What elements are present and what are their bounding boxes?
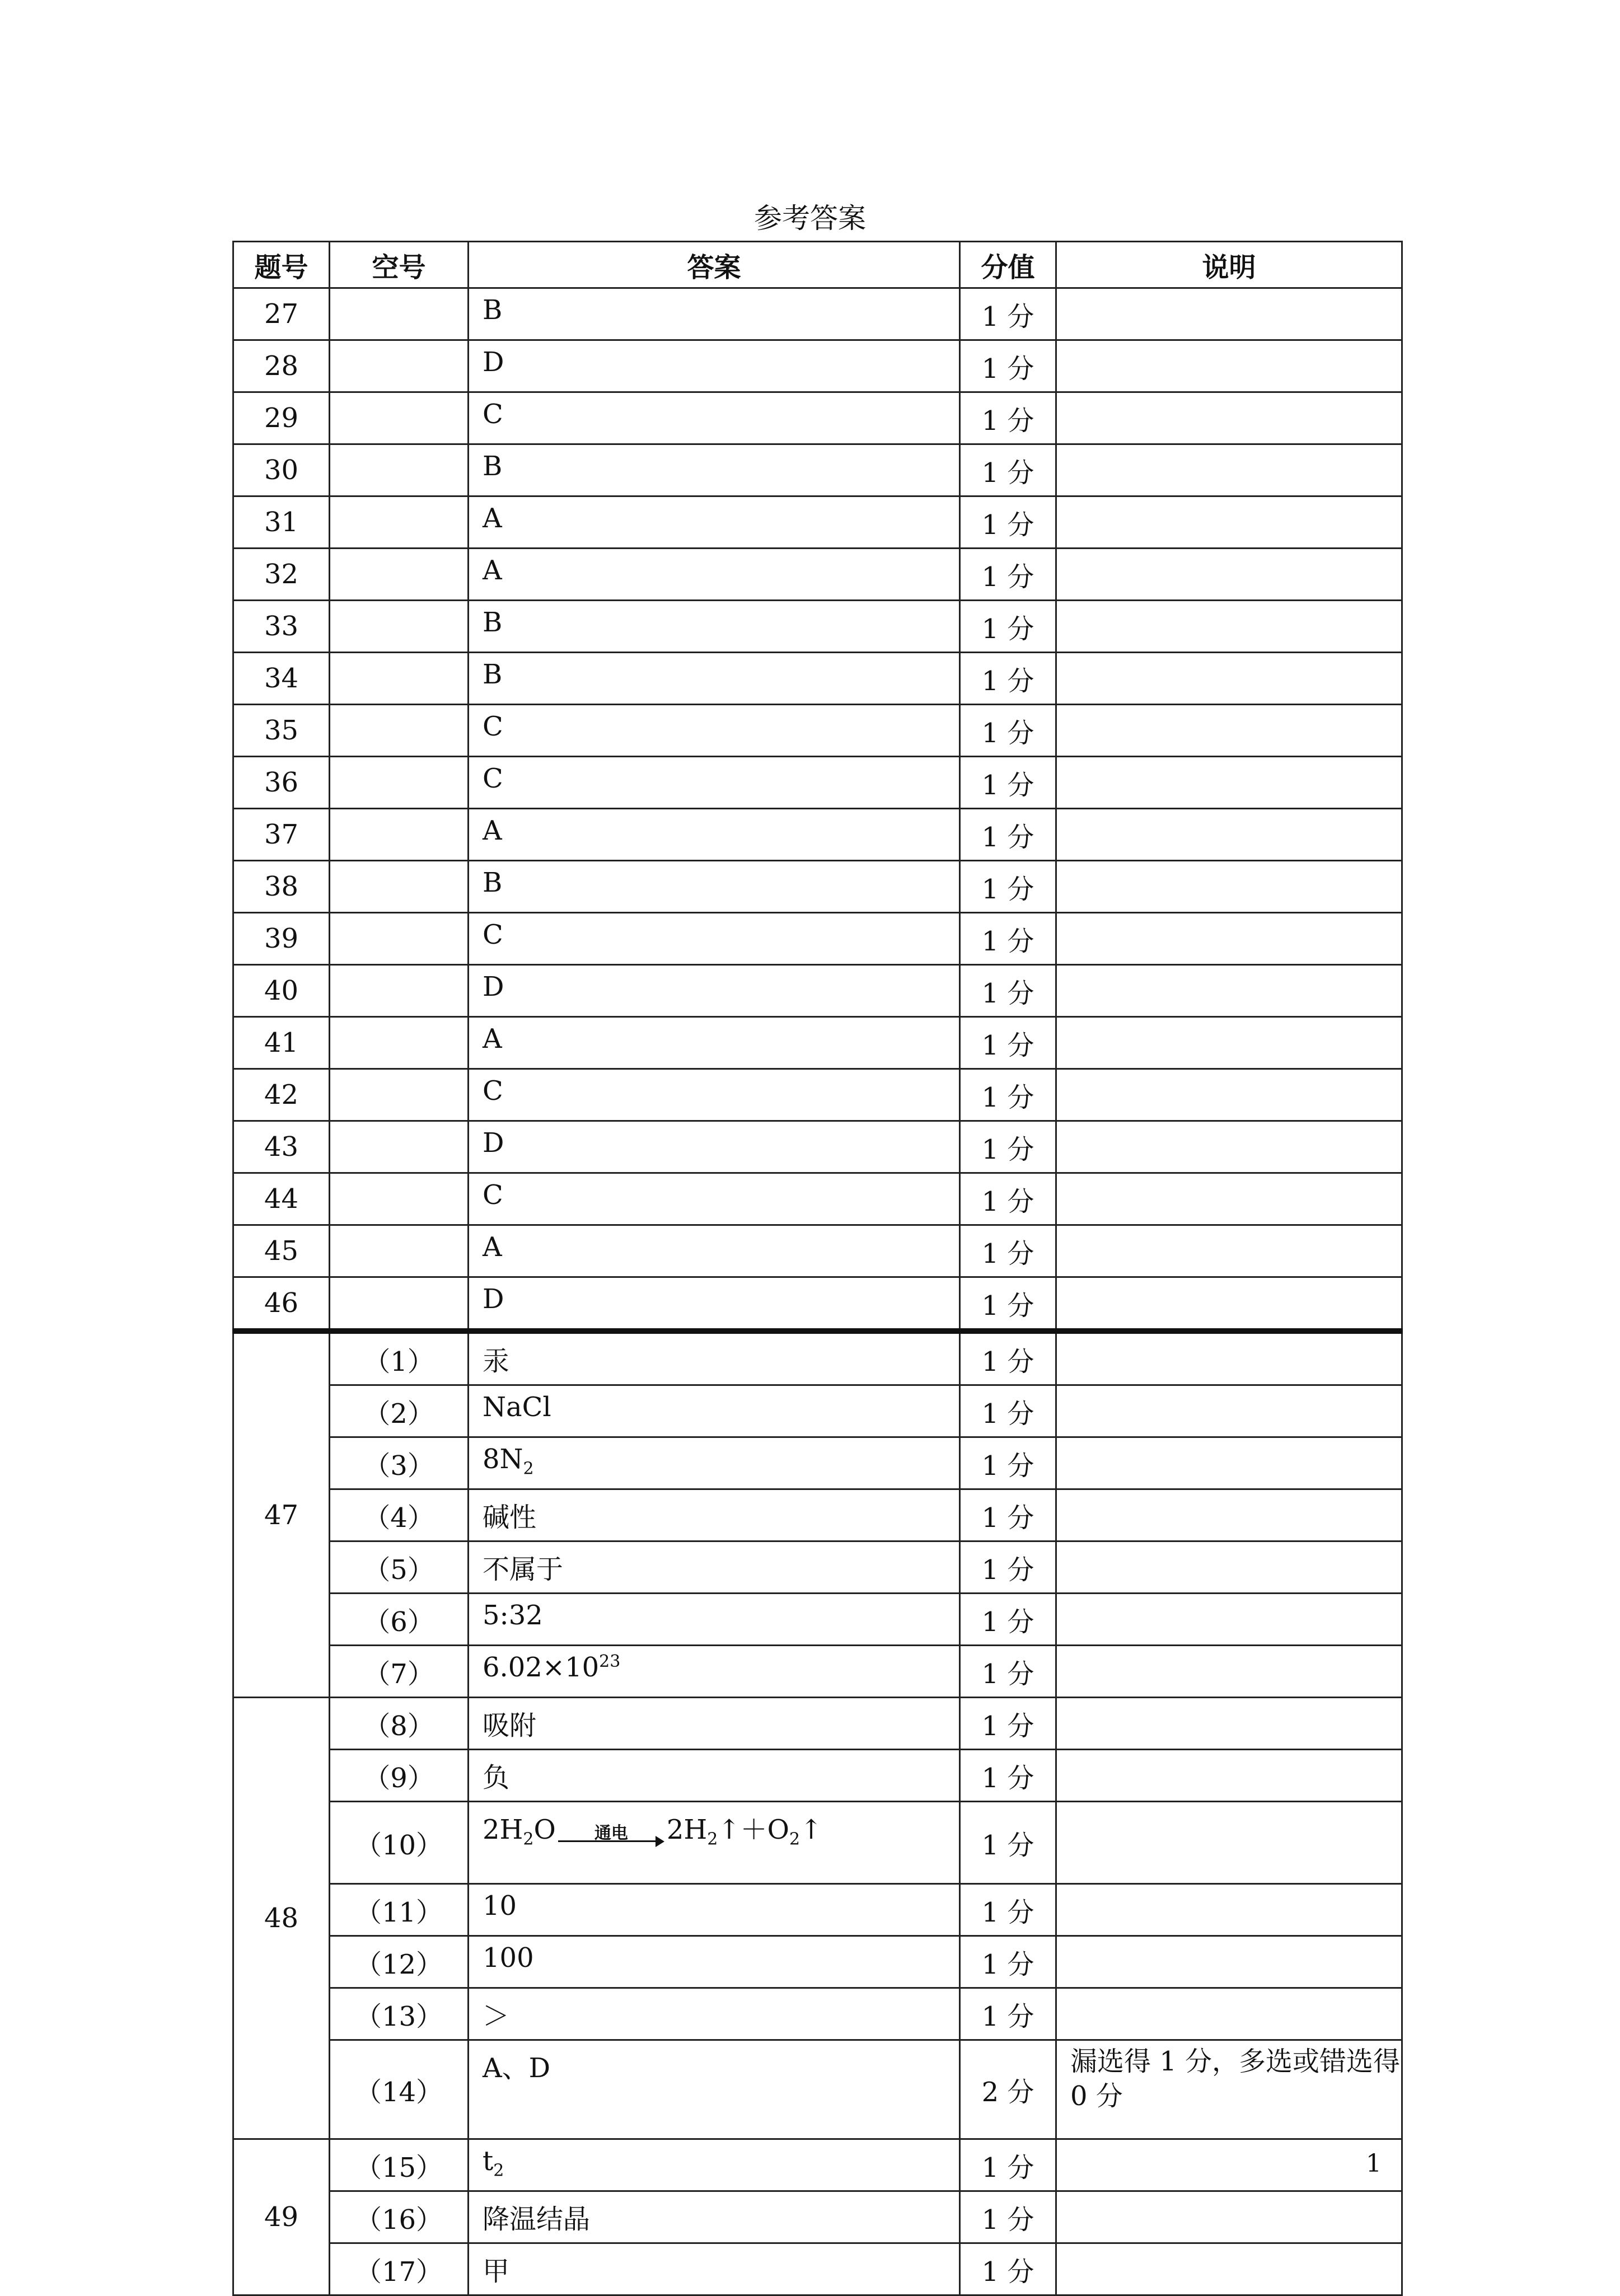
blank-number bbox=[330, 757, 469, 809]
note-cell bbox=[1056, 1594, 1402, 1646]
blank-number bbox=[330, 965, 469, 1017]
table-row bbox=[233, 2191, 1402, 2243]
table-header-row bbox=[233, 242, 1402, 288]
score-cell: 1 分 bbox=[960, 1277, 1056, 1332]
table-row bbox=[233, 1936, 1402, 1988]
blank-number bbox=[330, 809, 469, 861]
header-question-no: 题号 bbox=[233, 242, 330, 288]
question-number: 45 bbox=[233, 1225, 330, 1277]
score-cell: 1 分 bbox=[960, 809, 1056, 861]
blank-number: （6） bbox=[330, 1594, 469, 1646]
answer-cell: A、D bbox=[469, 2040, 960, 2139]
note-cell bbox=[1056, 913, 1402, 965]
note-cell bbox=[1056, 1988, 1402, 2040]
question-number: 40 bbox=[233, 965, 330, 1017]
reaction-arrow-icon bbox=[558, 1825, 664, 1849]
table-row bbox=[233, 2040, 1402, 2139]
blank-number bbox=[330, 444, 469, 496]
table-row bbox=[233, 1489, 1402, 1541]
note-cell bbox=[1056, 1802, 1402, 1884]
note-cell bbox=[1056, 2139, 1402, 2191]
answer-cell: 100 bbox=[469, 1936, 960, 1988]
question-number: 42 bbox=[233, 1069, 330, 1121]
note-cell bbox=[1056, 1017, 1402, 1069]
blank-number bbox=[330, 1225, 469, 1277]
blank-number bbox=[330, 705, 469, 757]
blank-number: （9） bbox=[330, 1750, 469, 1802]
question-number: 34 bbox=[233, 653, 330, 705]
answer-cell: D bbox=[469, 1121, 960, 1173]
answer-cell: ＞ bbox=[469, 1988, 960, 2040]
note-cell bbox=[1056, 1698, 1402, 1750]
answer-cell: B bbox=[469, 653, 960, 705]
answer-cell: D bbox=[469, 1277, 960, 1332]
blank-number bbox=[330, 1173, 469, 1225]
header-note: 说明 bbox=[1056, 242, 1402, 288]
answer-cell: 10 bbox=[469, 1884, 960, 1936]
formula-main: t bbox=[483, 2145, 494, 2177]
question-number: 38 bbox=[233, 861, 330, 913]
score-cell: 1 分 bbox=[960, 288, 1056, 340]
answer-cell: C bbox=[469, 757, 960, 809]
answer-cell: A bbox=[469, 809, 960, 861]
score-cell: 1 分 bbox=[960, 2139, 1056, 2191]
answer-cell: 降温结晶 bbox=[469, 2191, 960, 2243]
answer-cell: 吸附 bbox=[469, 1698, 960, 1750]
blank-number: （14） bbox=[330, 2040, 469, 2139]
score-cell: 1 分 bbox=[960, 705, 1056, 757]
blank-number bbox=[330, 913, 469, 965]
blank-number: （5） bbox=[330, 1541, 469, 1594]
blank-number bbox=[330, 392, 469, 444]
answer-cell: 不属于 bbox=[469, 1541, 960, 1594]
note-cell: 漏选得 1 分，多选或错选得 0 分 bbox=[1056, 2040, 1402, 2139]
question-number: 37 bbox=[233, 809, 330, 861]
answer-cell: NaCl bbox=[469, 1385, 960, 1437]
table-row bbox=[233, 1750, 1402, 1802]
table-row bbox=[233, 1121, 1402, 1173]
blank-number bbox=[330, 288, 469, 340]
table-row bbox=[233, 809, 1402, 861]
score-cell: 1 分 bbox=[960, 1884, 1056, 1936]
blank-number: （11） bbox=[330, 1884, 469, 1936]
note-cell bbox=[1056, 861, 1402, 913]
question-number: 47 bbox=[233, 1331, 330, 1698]
blank-number bbox=[330, 861, 469, 913]
note-cell bbox=[1056, 653, 1402, 705]
header-score: 分值 bbox=[960, 242, 1056, 288]
score-cell: 1 分 bbox=[960, 653, 1056, 705]
blank-number: （2） bbox=[330, 1385, 469, 1437]
blank-number bbox=[330, 549, 469, 601]
note-cell bbox=[1056, 965, 1402, 1017]
note-cell bbox=[1056, 340, 1402, 392]
formula-main: 6.02×10 bbox=[483, 1652, 600, 1683]
table-row bbox=[233, 705, 1402, 757]
question-number: 39 bbox=[233, 913, 330, 965]
formula-subscript: 2 bbox=[493, 2161, 504, 2181]
equation-products: $2H_2↑+O_2↑$ bbox=[666, 1814, 823, 1849]
blank-number: （12） bbox=[330, 1936, 469, 1988]
formula-superscript: 23 bbox=[599, 1652, 621, 1671]
answer-cell: 汞 bbox=[469, 1331, 960, 1385]
table-row bbox=[233, 1698, 1402, 1750]
score-cell: 1 分 bbox=[960, 1594, 1056, 1646]
blank-number bbox=[330, 496, 469, 549]
score-cell: 2 分 bbox=[960, 2040, 1056, 2139]
note-cell bbox=[1056, 2243, 1402, 2295]
question-number: 43 bbox=[233, 1121, 330, 1173]
question-number: 48 bbox=[233, 1698, 330, 2139]
table-row bbox=[233, 1017, 1402, 1069]
answer-cell: C bbox=[469, 913, 960, 965]
note-cell bbox=[1056, 757, 1402, 809]
score-cell: 1 分 bbox=[960, 601, 1056, 653]
answer-cell: B bbox=[469, 861, 960, 913]
score-cell: 1 分 bbox=[960, 1437, 1056, 1489]
answer-cell: B bbox=[469, 444, 960, 496]
score-cell: 1 分 bbox=[960, 1069, 1056, 1121]
score-cell: 1 分 bbox=[960, 1541, 1056, 1594]
blank-number: （7） bbox=[330, 1646, 469, 1698]
answer-cell: A bbox=[469, 1017, 960, 1069]
blank-number bbox=[330, 1017, 469, 1069]
equation-reactant: $2H_2O$ bbox=[483, 1814, 556, 1849]
question-number: 27 bbox=[233, 288, 330, 340]
table-row bbox=[233, 1069, 1402, 1121]
question-number: 29 bbox=[233, 392, 330, 444]
note-cell bbox=[1056, 496, 1402, 549]
note-cell bbox=[1056, 2191, 1402, 2243]
table-row bbox=[233, 1646, 1402, 1698]
answer-cell: 负 bbox=[469, 1750, 960, 1802]
answer-cell: A bbox=[469, 1225, 960, 1277]
table-row bbox=[233, 340, 1402, 392]
answer-cell: 甲 bbox=[469, 2243, 960, 2295]
table-row bbox=[233, 1277, 1402, 1332]
score-cell: 1 分 bbox=[960, 1988, 1056, 2040]
answer-cell: C bbox=[469, 392, 960, 444]
score-cell: 1 分 bbox=[960, 340, 1056, 392]
answer-cell bbox=[469, 2139, 960, 2191]
table-row bbox=[233, 1437, 1402, 1489]
question-number: 35 bbox=[233, 705, 330, 757]
header-blank-no: 空号 bbox=[330, 242, 469, 288]
blank-number: （3） bbox=[330, 1437, 469, 1489]
table-row bbox=[233, 861, 1402, 913]
score-cell: 1 分 bbox=[960, 861, 1056, 913]
score-cell: 1 分 bbox=[960, 1489, 1056, 1541]
score-cell: 1 分 bbox=[960, 392, 1056, 444]
table-row bbox=[233, 601, 1402, 653]
note-cell bbox=[1056, 1385, 1402, 1437]
table-row bbox=[233, 965, 1402, 1017]
note-cell bbox=[1056, 1225, 1402, 1277]
question-number: 32 bbox=[233, 549, 330, 601]
note-cell bbox=[1056, 444, 1402, 496]
blank-number: （10） bbox=[330, 1802, 469, 1884]
reaction-condition: 通电 bbox=[594, 1823, 628, 1843]
score-cell: 1 分 bbox=[960, 1750, 1056, 1802]
table-row bbox=[233, 1884, 1402, 1936]
answer-cell: A bbox=[469, 549, 960, 601]
blank-number: （8） bbox=[330, 1698, 469, 1750]
blank-number: （13） bbox=[330, 1988, 469, 2040]
table-row bbox=[233, 2139, 1402, 2191]
score-cell: 1 分 bbox=[960, 1173, 1056, 1225]
question-number: 49 bbox=[233, 2139, 330, 2295]
blank-number bbox=[330, 653, 469, 705]
score-cell: 1 分 bbox=[960, 1017, 1056, 1069]
table-row bbox=[233, 392, 1402, 444]
note-cell bbox=[1056, 392, 1402, 444]
answer-cell: C bbox=[469, 705, 960, 757]
score-cell: 1 分 bbox=[960, 549, 1056, 601]
note-cell bbox=[1056, 601, 1402, 653]
answer-cell: 碱性 bbox=[469, 1489, 960, 1541]
table-row bbox=[233, 1541, 1402, 1594]
formula-main: 8N bbox=[483, 1444, 523, 1475]
score-cell: 1 分 bbox=[960, 1646, 1056, 1698]
answer-cell: 5:32 bbox=[469, 1594, 960, 1646]
question-number: 44 bbox=[233, 1173, 330, 1225]
answer-cell bbox=[469, 1646, 960, 1698]
blank-number bbox=[330, 1069, 469, 1121]
header-answer: 答案 bbox=[469, 242, 960, 288]
note-cell bbox=[1056, 705, 1402, 757]
blank-number: （15） bbox=[330, 2139, 469, 2191]
score-cell: 1 分 bbox=[960, 1225, 1056, 1277]
answer-cell: C bbox=[469, 1173, 960, 1225]
question-number: 41 bbox=[233, 1017, 330, 1069]
note-cell bbox=[1056, 1646, 1402, 1698]
table-row bbox=[233, 757, 1402, 809]
table-row bbox=[233, 1331, 1402, 1385]
table-row bbox=[233, 1802, 1402, 1884]
score-cell: 1 分 bbox=[960, 2243, 1056, 2295]
note-cell bbox=[1056, 1331, 1402, 1385]
note-cell bbox=[1056, 1541, 1402, 1594]
question-number: 36 bbox=[233, 757, 330, 809]
answer-table bbox=[232, 241, 1403, 2296]
note-cell bbox=[1056, 549, 1402, 601]
score-cell: 1 分 bbox=[960, 965, 1056, 1017]
note-cell bbox=[1056, 1121, 1402, 1173]
score-cell: 1 分 bbox=[960, 444, 1056, 496]
question-number: 31 bbox=[233, 496, 330, 549]
table-row bbox=[233, 496, 1402, 549]
table-row bbox=[233, 1594, 1402, 1646]
table-row bbox=[233, 444, 1402, 496]
answer-cell: B bbox=[469, 601, 960, 653]
answer-cell: D bbox=[469, 340, 960, 392]
note-cell bbox=[1056, 1277, 1402, 1332]
note-cell bbox=[1056, 809, 1402, 861]
blank-number bbox=[330, 340, 469, 392]
formula-subscript: 2 bbox=[523, 1459, 534, 1479]
blank-number: （4） bbox=[330, 1489, 469, 1541]
score-cell: 1 分 bbox=[960, 1121, 1056, 1173]
table-row bbox=[233, 1225, 1402, 1277]
score-cell: 1 分 bbox=[960, 913, 1056, 965]
note-cell bbox=[1056, 1069, 1402, 1121]
answer-cell: A bbox=[469, 496, 960, 549]
note-cell bbox=[1056, 1936, 1402, 1988]
blank-number bbox=[330, 1277, 469, 1332]
score-cell: 1 分 bbox=[960, 1331, 1056, 1385]
table-row bbox=[233, 1173, 1402, 1225]
score-cell: 1 分 bbox=[960, 1936, 1056, 1988]
score-cell: 1 分 bbox=[960, 1802, 1056, 1884]
note-cell bbox=[1056, 1884, 1402, 1936]
score-cell: 1 分 bbox=[960, 757, 1056, 809]
question-number: 30 bbox=[233, 444, 330, 496]
question-number: 46 bbox=[233, 1277, 330, 1332]
answer-cell: B bbox=[469, 288, 960, 340]
note-cell bbox=[1056, 1750, 1402, 1802]
note-cell bbox=[1056, 1489, 1402, 1541]
blank-number bbox=[330, 1121, 469, 1173]
page-number: 1 bbox=[1366, 2149, 1382, 2178]
table-row bbox=[233, 549, 1402, 601]
question-number: 28 bbox=[233, 340, 330, 392]
question-number: 33 bbox=[233, 601, 330, 653]
blank-number: （17） bbox=[330, 2243, 469, 2295]
score-cell: 1 分 bbox=[960, 496, 1056, 549]
table-row bbox=[233, 1385, 1402, 1437]
table-row bbox=[233, 1988, 1402, 2040]
blank-number: （1） bbox=[330, 1331, 469, 1385]
document-title: 参考答案 bbox=[754, 202, 866, 235]
table-row bbox=[233, 913, 1402, 965]
note-cell bbox=[1056, 1437, 1402, 1489]
score-cell: 1 分 bbox=[960, 2191, 1056, 2243]
chemical-equation bbox=[469, 1802, 960, 1884]
blank-number: （16） bbox=[330, 2191, 469, 2243]
score-cell: 1 分 bbox=[960, 1385, 1056, 1437]
table-row bbox=[233, 2243, 1402, 2295]
answer-cell: C bbox=[469, 1069, 960, 1121]
table-row bbox=[233, 653, 1402, 705]
answer-cell bbox=[469, 1437, 960, 1489]
score-cell: 1 分 bbox=[960, 1698, 1056, 1750]
note-cell bbox=[1056, 288, 1402, 340]
table-row bbox=[233, 288, 1402, 340]
blank-number bbox=[330, 601, 469, 653]
answer-cell: D bbox=[469, 965, 960, 1017]
note-cell bbox=[1056, 1173, 1402, 1225]
